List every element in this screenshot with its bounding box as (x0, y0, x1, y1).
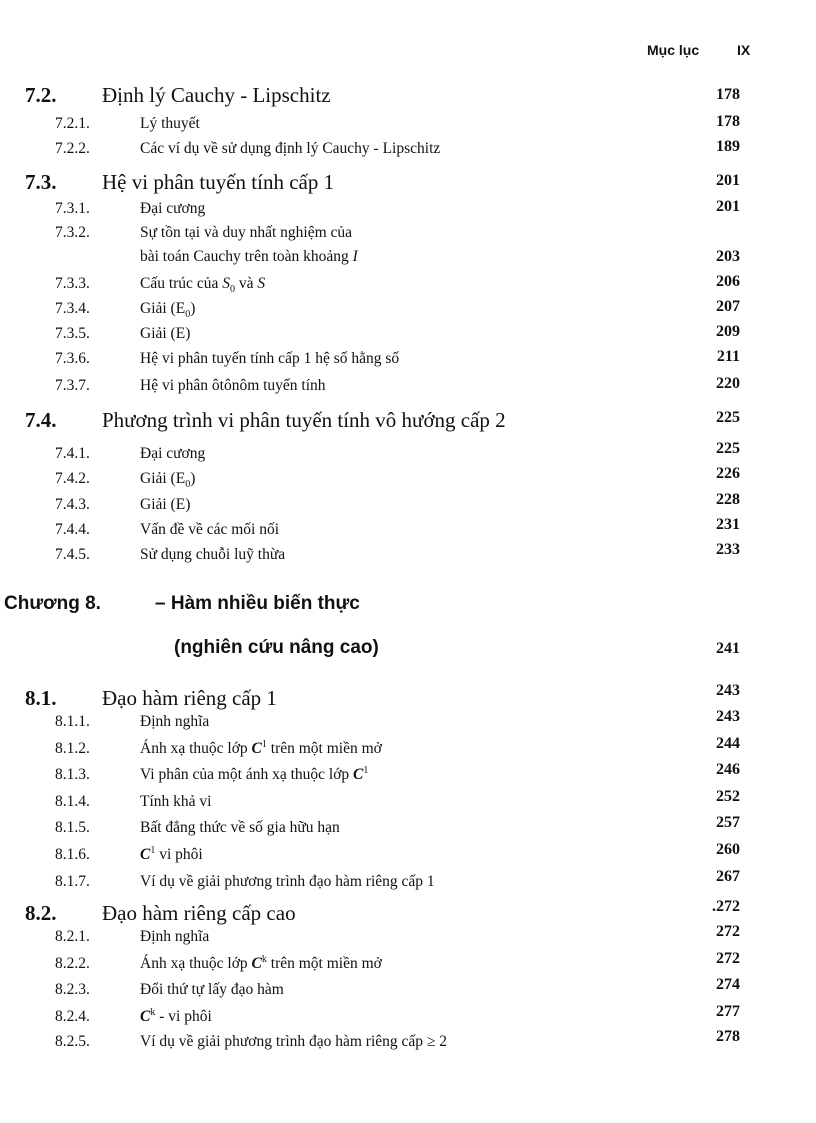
page-number: 243 (716, 708, 740, 725)
subsection-number: 7.4.3. (55, 496, 90, 513)
subsection-title: $C^k$ - vi phôi (140, 1006, 212, 1025)
page-number: 203 (716, 248, 740, 265)
page-number: 272 (716, 923, 740, 940)
subsection-title: Ánh xạ thuộc lớp $C^k$ trên một miền mở (140, 953, 382, 972)
page-number: 220 (716, 375, 740, 392)
page-number: 225 (716, 440, 740, 457)
chapter-title: – Hàm nhiều biến thực (155, 593, 360, 614)
subsection-title: Cấu trúc của $S_0$ và S (140, 275, 266, 296)
section-number: 7.2. (25, 83, 57, 107)
chapter-title-continuation: (nghiên cứu nâng cao) (174, 637, 379, 658)
subsection-title: Đại cương (140, 200, 206, 217)
subsection-title: Sự tồn tại và duy nhất nghiệm của (140, 224, 353, 241)
subsection-number: 7.2.1. (55, 115, 90, 132)
subsection-number: 7.4.4. (55, 521, 90, 538)
page-number: 241 (716, 640, 740, 657)
subsection-number: 7.2.2. (55, 140, 90, 157)
section-number: 8.1. (25, 686, 57, 710)
page-number: 211 (716, 348, 740, 365)
subsection-number: 8.2.2. (55, 955, 90, 972)
subsection-number: 8.1.2. (55, 740, 90, 757)
subsection-title: Giải $(E_0)$ (140, 300, 196, 321)
subsection-number: 8.1.5. (55, 819, 90, 836)
subsection-title: Giải (E) (140, 496, 191, 513)
subsection-title: Ví dụ về giải phương trình đạo hàm riêng cấp 1 (140, 873, 435, 890)
header-label: Mục lục (647, 42, 700, 58)
section-number: 8.2. (25, 901, 57, 925)
subsection-number: 8.1.7. (55, 873, 90, 890)
page-number: 225 (716, 409, 740, 426)
header-page-roman: IX (737, 42, 751, 58)
subsection-title: Vi phân của một ánh xạ thuộc lớp $C^1$ (140, 764, 369, 783)
page-number: 178 (716, 113, 740, 130)
page-number: 206 (716, 273, 740, 290)
page-number: 272 (716, 950, 740, 967)
subsection-title: Đổi thứ tự lấy đạo hàm (140, 981, 284, 998)
subsection-title: Giải (E) (140, 325, 191, 342)
section-title: Phương trình vi phân tuyến tính vô hướng cấp 2 (102, 408, 506, 432)
subsection-title: Lý thuyết (140, 115, 200, 132)
subsection-number: 8.1.1. (55, 713, 90, 730)
subsection-title: Giải $(E_0)$ (140, 470, 196, 491)
subsection-number: 8.2.4. (55, 1008, 90, 1025)
subsection-number: 7.4.5. (55, 546, 90, 563)
subsection-title: Định nghĩa (140, 713, 210, 730)
subsection-number: 7.3.4. (55, 300, 90, 317)
section-number: 7.3. (25, 170, 57, 194)
subsection-title: Sử dụng chuỗi luỹ thừa (140, 546, 286, 563)
math-variable: I (352, 248, 358, 265)
section-title: Định lý Cauchy - Lipschitz (102, 83, 331, 107)
page-number: 244 (716, 735, 740, 752)
subsection-number: 8.2.5. (55, 1033, 90, 1050)
subsection-title: Ánh xạ thuộc lớp $C^1$ trên một miền mở (140, 738, 382, 757)
page-number: 260 (716, 841, 740, 858)
subsection-number: 8.1.6. (55, 846, 90, 863)
subsection-number: 7.3.5. (55, 325, 90, 342)
subsection-number: 7.3.7. (55, 377, 90, 394)
subsection-number: 8.1.3. (55, 766, 90, 783)
subsection-number: 8.2.3. (55, 981, 90, 998)
section-title: Hệ vi phân tuyến tính cấp 1 (102, 170, 335, 194)
subsection-number: 7.4.1. (55, 445, 90, 462)
subsection-number: 7.3.6. (55, 350, 90, 367)
page-number: 201 (716, 172, 740, 189)
page-number: 233 (716, 541, 740, 558)
page-number: 189 (716, 138, 740, 155)
subsection-title: Vấn đề về các mối nối (140, 521, 280, 538)
page-number: 246 (716, 761, 740, 778)
subsection-title: Các ví dụ về sử dụng định lý Cauchy - Lipschitz (140, 140, 441, 157)
subsection-title: Ví dụ về giải phương trình đạo hàm riêng cấp ≥ 2 (140, 1033, 448, 1050)
page-number: 209 (716, 323, 740, 340)
page-number: 277 (716, 1003, 740, 1020)
page-number: 252 (716, 788, 740, 805)
subsection-title: Định nghĩa (140, 928, 210, 945)
page-number: 278 (716, 1028, 740, 1045)
subsection-title: Tính khả vi (140, 793, 212, 810)
subsection-number: 7.3.1. (55, 200, 90, 217)
page-number: .272 (712, 898, 740, 915)
section-title: Đạo hàm riêng cấp cao (102, 901, 296, 925)
page-number: 274 (716, 976, 740, 993)
page-number: 226 (716, 465, 740, 482)
subsection-title: Bất đẳng thức về số gia hữu hạn (140, 819, 340, 836)
subsection-title: $C^1$ vi phôi (140, 844, 203, 863)
subsection-number: 7.3.3. (55, 275, 90, 292)
subsection-number: 7.4.2. (55, 470, 90, 487)
subsection-number: 7.3.2. (55, 224, 90, 241)
subsection-title: Hệ vi phân tuyến tính cấp 1 hệ số hằng số (140, 350, 400, 367)
subsection-number: 8.1.4. (55, 793, 90, 810)
section-number: 7.4. (25, 408, 57, 432)
page-number: 178 (716, 86, 740, 103)
page-number: 201 (716, 198, 740, 215)
subsection-title: Hệ vi phân ôtônôm tuyến tính (140, 377, 326, 394)
page-number: 257 (716, 814, 740, 831)
subsection-number: 8.2.1. (55, 928, 90, 945)
page-number: 267 (716, 868, 740, 885)
subsection-title: Đại cương (140, 445, 206, 462)
section-title: Đạo hàm riêng cấp 1 (102, 686, 277, 710)
chapter-label: Chương 8. (4, 593, 101, 614)
page-number: 243 (716, 682, 740, 699)
subsection-title-continuation: bài toán Cauchy trên toàn khoảng I (140, 248, 358, 265)
page-number: 231 (716, 516, 740, 533)
page-number: 228 (716, 491, 740, 508)
page-number: 207 (716, 298, 740, 315)
